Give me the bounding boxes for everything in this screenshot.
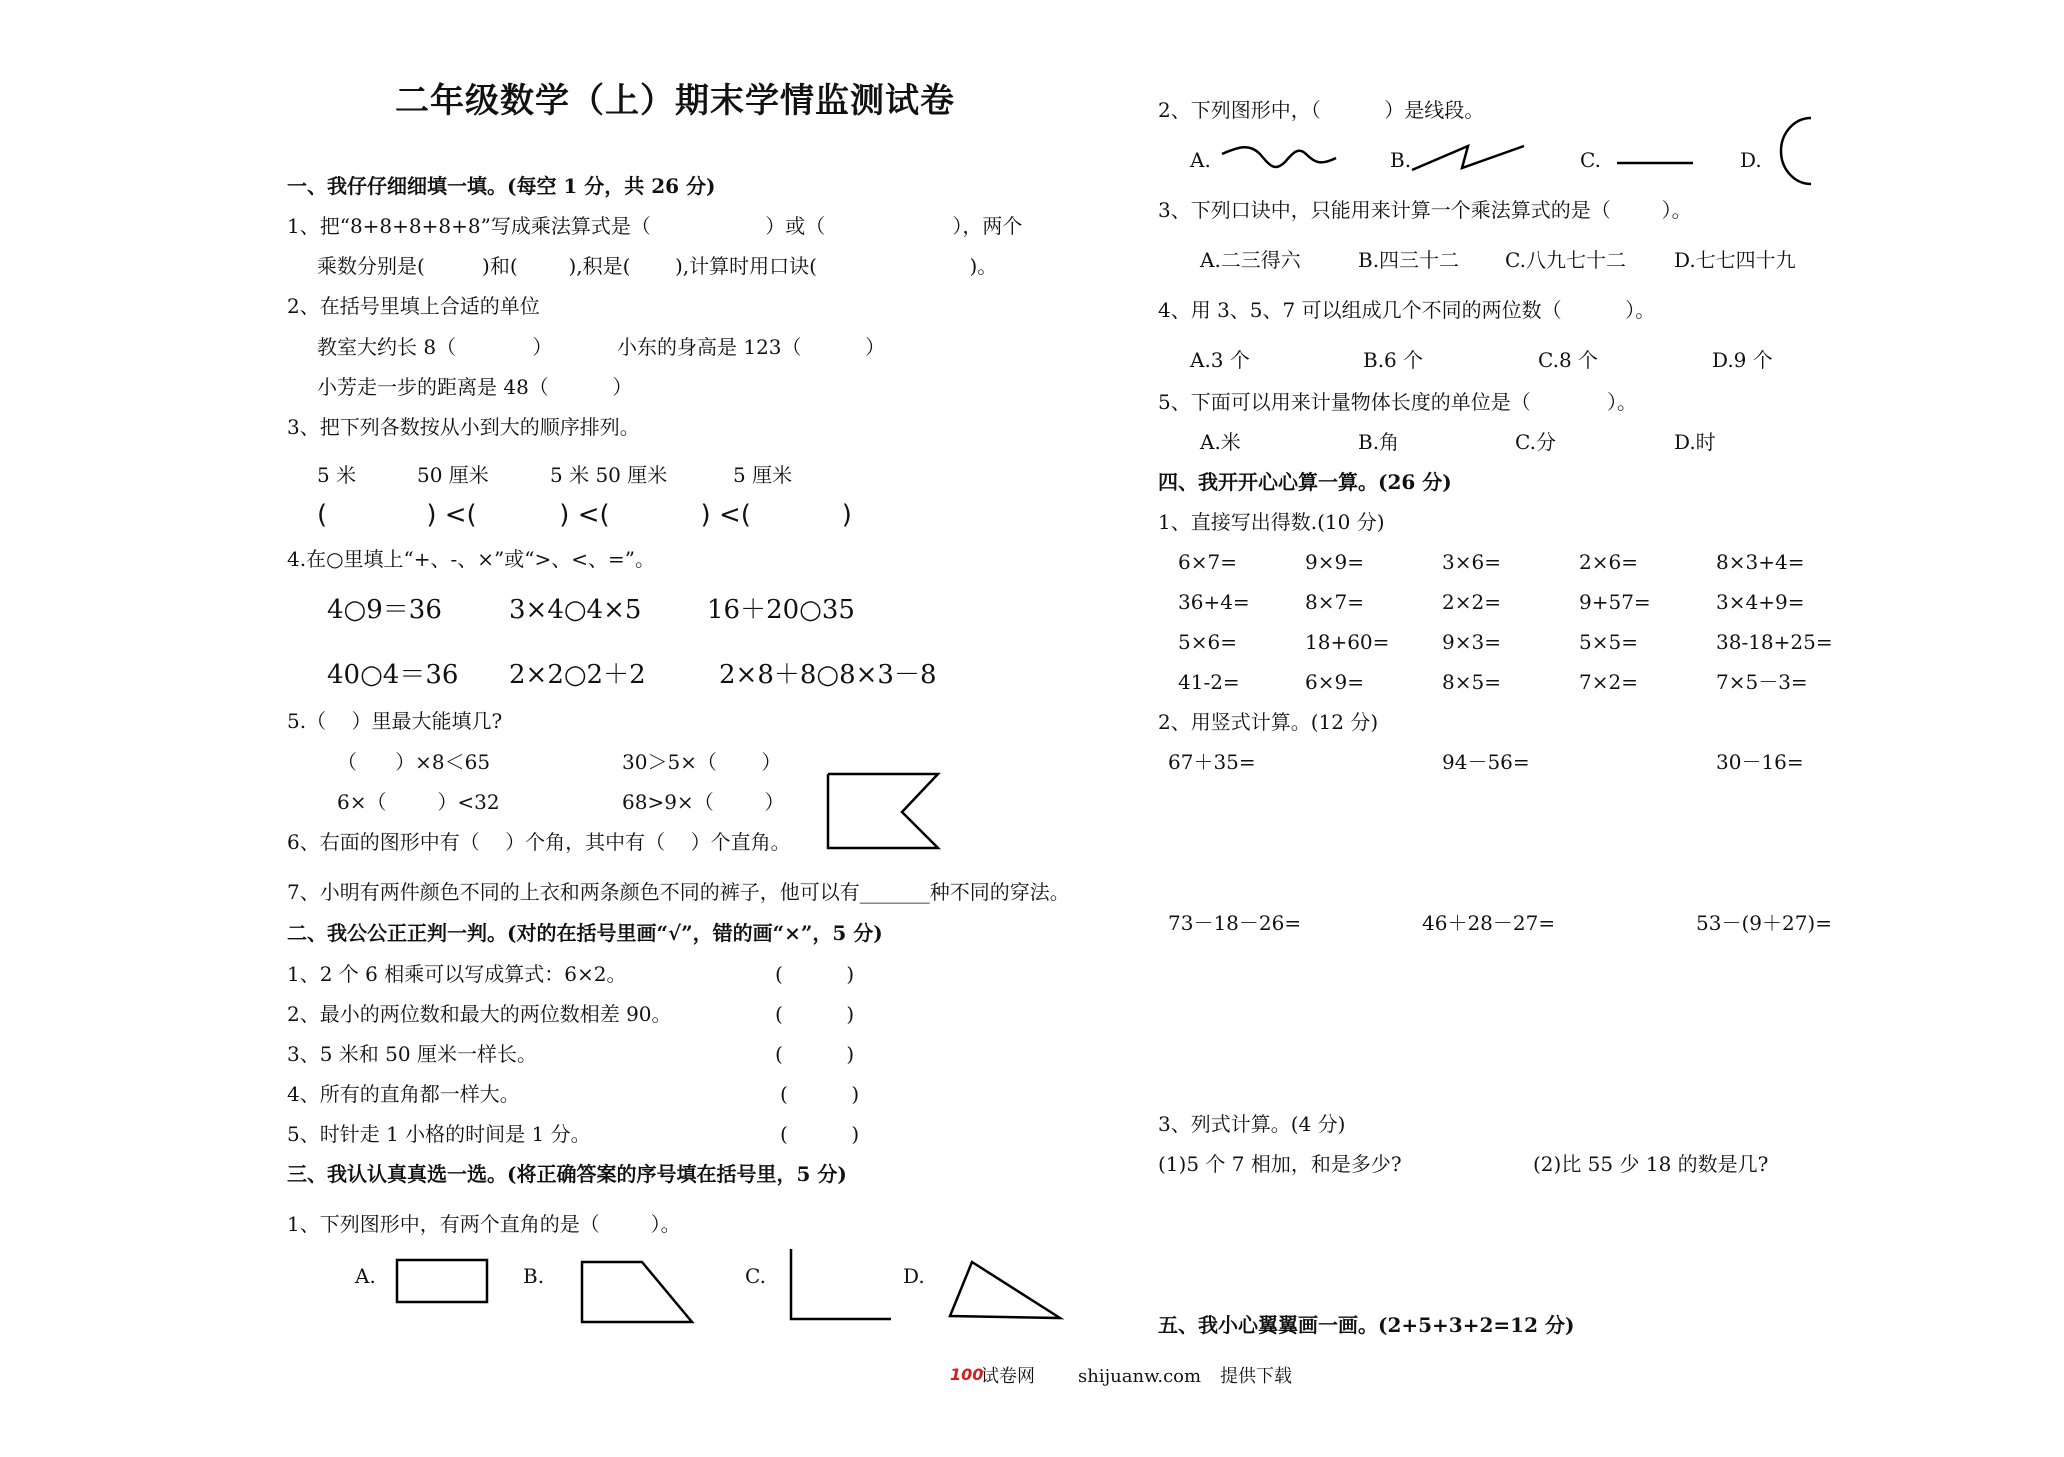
arc-figure	[1775, 116, 1815, 186]
word-problem-1: (1)5 个 7 相加，和是多少?	[1158, 1152, 1402, 1176]
site-url[interactable]: shijuanw.com	[1078, 1366, 1202, 1387]
choice-q3-text: 3、下列口诀中，只能用来计算一个乘法算式的是（ ）。	[1158, 198, 1692, 222]
calc-q3-text: 3、列式计算。(4 分)	[1158, 1112, 1346, 1136]
q4-expr: 4○9＝36	[327, 595, 442, 625]
q3-item: 5 米 50 厘米	[550, 463, 668, 487]
mental-math-item: 7×2=	[1579, 670, 1638, 694]
q4-expr: 2×2○2＋2	[509, 660, 646, 690]
q4-expr: 2×8＋8○8×3－8	[719, 660, 937, 690]
q2-text: 2、在括号里填上合适的单位	[287, 294, 540, 318]
word-problem-2: (2)比 55 少 18 的数是几?	[1533, 1152, 1769, 1176]
judge-paren: ( )	[780, 1082, 860, 1106]
option-label: B.	[1390, 148, 1412, 172]
choice-q1-text: 1、下列图形中，有两个直角的是（ ）。	[287, 1212, 681, 1236]
flag-shape-figure	[820, 770, 950, 850]
mental-math-item: 41-2=	[1178, 670, 1240, 694]
vertical-calc-item: 73－18－26=	[1168, 911, 1302, 935]
mental-math-item: 6×7=	[1178, 550, 1237, 574]
option-label: D.	[1740, 148, 1762, 172]
choice-q4-text: 4、用 3、5、7 可以组成几个不同的两位数（ ）。	[1158, 298, 1656, 322]
choice-q5-text: 5、下面可以用来计量物体长度的单位是（ ）。	[1158, 390, 1638, 414]
vertical-calc-item: 53－(9＋27)=	[1696, 911, 1832, 935]
triangle-figure	[948, 1260, 1064, 1322]
q2-item-b: 小东的身高是 123（ ）	[617, 335, 886, 359]
option-label: A.	[355, 1264, 376, 1288]
mental-math-item: 8×7=	[1305, 590, 1364, 614]
page-title: 二年级数学（上）期末学情监测试卷	[395, 81, 955, 121]
choice-option: C.8 个	[1538, 348, 1599, 372]
section-5-heading: 五、我小心翼翼画一画。(2+5+3+2=12 分)	[1158, 1313, 1575, 1337]
q1-line-b: 乘数分别是( )和( ),积是( ),计算时用口诀( )。	[317, 254, 998, 278]
q4-expr: 16＋20○35	[707, 595, 855, 625]
q5-text: 5.（ ）里最大能填几?	[287, 709, 503, 733]
right-angle-figure	[789, 1247, 894, 1323]
mental-math-item: 6×9=	[1305, 670, 1364, 694]
judge-item: 1、2 个 6 相乘可以写成算式：6×2。	[287, 962, 627, 986]
zigzag-line-figure	[1410, 138, 1528, 174]
choice-option: A.二三得六	[1200, 248, 1301, 272]
option-label: C.	[1580, 148, 1601, 172]
q3-text: 3、把下列各数按从小到大的顺序排列。	[287, 415, 640, 439]
choice-option: D.七七四十九	[1674, 248, 1796, 272]
choice-option: A.3 个	[1190, 348, 1250, 372]
curved-line-figure	[1220, 140, 1340, 180]
q3-item: 5 厘米	[733, 463, 793, 487]
mental-math-item: 2×6=	[1579, 550, 1638, 574]
q2-item-a: 教室大约长 8（ ）	[317, 335, 553, 359]
q2-item-c: 小芳走一步的距离是 48（ ）	[317, 375, 633, 399]
mental-math-item: 8×3+4=	[1716, 550, 1805, 574]
q5-item: 30＞5×（ ）	[622, 750, 782, 774]
mental-math-item: 18+60=	[1305, 630, 1390, 654]
trapezoid-figure	[580, 1260, 695, 1326]
mental-math-item: 3×4+9=	[1716, 590, 1805, 614]
mental-math-item: 38-18+25=	[1716, 630, 1833, 654]
q5-item: （ ）×8＜65	[337, 750, 491, 774]
q5-item: 6×（ ）<32	[337, 790, 500, 814]
q3-order-blanks: ( ) <( ) <( ) <( )	[317, 500, 852, 530]
judge-item: 2、最小的两位数和最大的两位数相差 90。	[287, 1002, 672, 1026]
choice-option: B.6 个	[1363, 348, 1424, 372]
q6-text: 6、右面的图形中有（ ）个角，其中有（ ）个直角。	[287, 830, 791, 854]
mental-math-item: 5×6=	[1178, 630, 1237, 654]
judge-paren: ( )	[775, 1002, 855, 1026]
site-logo: 100	[950, 1365, 984, 1384]
choice-option: B.角	[1358, 430, 1400, 454]
judge-item: 4、所有的直角都一样大。	[287, 1082, 520, 1106]
q4-expr: 3×4○4×5	[509, 595, 642, 625]
q4-text: 4.在○里填上“+、-、×”或“>、<、=”。	[287, 547, 655, 571]
mental-math-item: 3×6=	[1442, 550, 1501, 574]
mental-math-item: 36+4=	[1178, 590, 1250, 614]
mental-math-item: 5×5=	[1579, 630, 1638, 654]
section-1-heading: 一、我仔仔细细填一填。(每空 1 分，共 26 分)	[287, 174, 716, 198]
mental-math-item: 9×9=	[1305, 550, 1364, 574]
mental-math-item: 7×5－3=	[1716, 670, 1808, 694]
option-label: A.	[1190, 148, 1211, 172]
judge-item: 3、5 米和 50 厘米一样长。	[287, 1042, 537, 1066]
choice-option: C.八九七十二	[1505, 248, 1626, 272]
mental-math-item: 9×3=	[1442, 630, 1501, 654]
choice-option: D.时	[1674, 430, 1716, 454]
vertical-calc-item: 94－56=	[1442, 750, 1530, 774]
choice-option: A.米	[1200, 430, 1241, 454]
q3-item: 5 米	[317, 463, 357, 487]
q4-expr: 40○4＝36	[327, 660, 459, 690]
q5-item: 68>9×（ ）	[622, 790, 785, 814]
section-3-heading: 三、我认认真真选一选。(将正确答案的序号填在括号里，5 分)	[287, 1162, 847, 1186]
vertical-calc-item: 30－16=	[1716, 750, 1804, 774]
q1-line-a: 1、把“8+8+8+8+8”写成乘法算式是（ ）或（ ），两个	[287, 214, 1023, 238]
site-name: 试卷网	[981, 1366, 1035, 1387]
judge-item: 5、时针走 1 小格的时间是 1 分。	[287, 1122, 591, 1146]
choice-option: C.分	[1515, 430, 1556, 454]
line-segment-figure	[1615, 160, 1695, 166]
choice-option: B.四三十二	[1358, 248, 1460, 272]
choice-q2-text: 2、下列图形中，（ ）是线段。	[1158, 98, 1485, 122]
section-4-heading: 四、我开开心心算一算。(26 分)	[1158, 470, 1452, 494]
mental-math-item: 2×2=	[1442, 590, 1501, 614]
choice-option: D.9 个	[1712, 348, 1773, 372]
section-2-heading: 二、我公公正正判一判。(对的在括号里画“√”，错的画“×”，5 分)	[287, 921, 883, 945]
rectangle-figure	[395, 1258, 490, 1304]
option-label: B.	[523, 1264, 545, 1288]
footer-note: 提供下载	[1220, 1366, 1292, 1387]
calc-q1-text: 1、直接写出得数.(10 分)	[1158, 510, 1385, 534]
vertical-calc-item: 67＋35=	[1168, 750, 1256, 774]
q7-text: 7、小明有两件颜色不同的上衣和两条颜色不同的裤子，他可以有_______种不同的穿法。	[287, 880, 1070, 904]
judge-paren: ( )	[775, 1042, 855, 1066]
option-label: D.	[903, 1264, 925, 1288]
mental-math-item: 9+57=	[1579, 590, 1651, 614]
q3-item: 50 厘米	[417, 463, 489, 487]
calc-q2-text: 2、用竖式计算。(12 分)	[1158, 710, 1379, 734]
judge-paren: ( )	[775, 962, 855, 986]
option-label: C.	[745, 1264, 766, 1288]
judge-paren: ( )	[780, 1122, 860, 1146]
mental-math-item: 8×5=	[1442, 670, 1501, 694]
vertical-calc-item: 46＋28－27=	[1422, 911, 1556, 935]
